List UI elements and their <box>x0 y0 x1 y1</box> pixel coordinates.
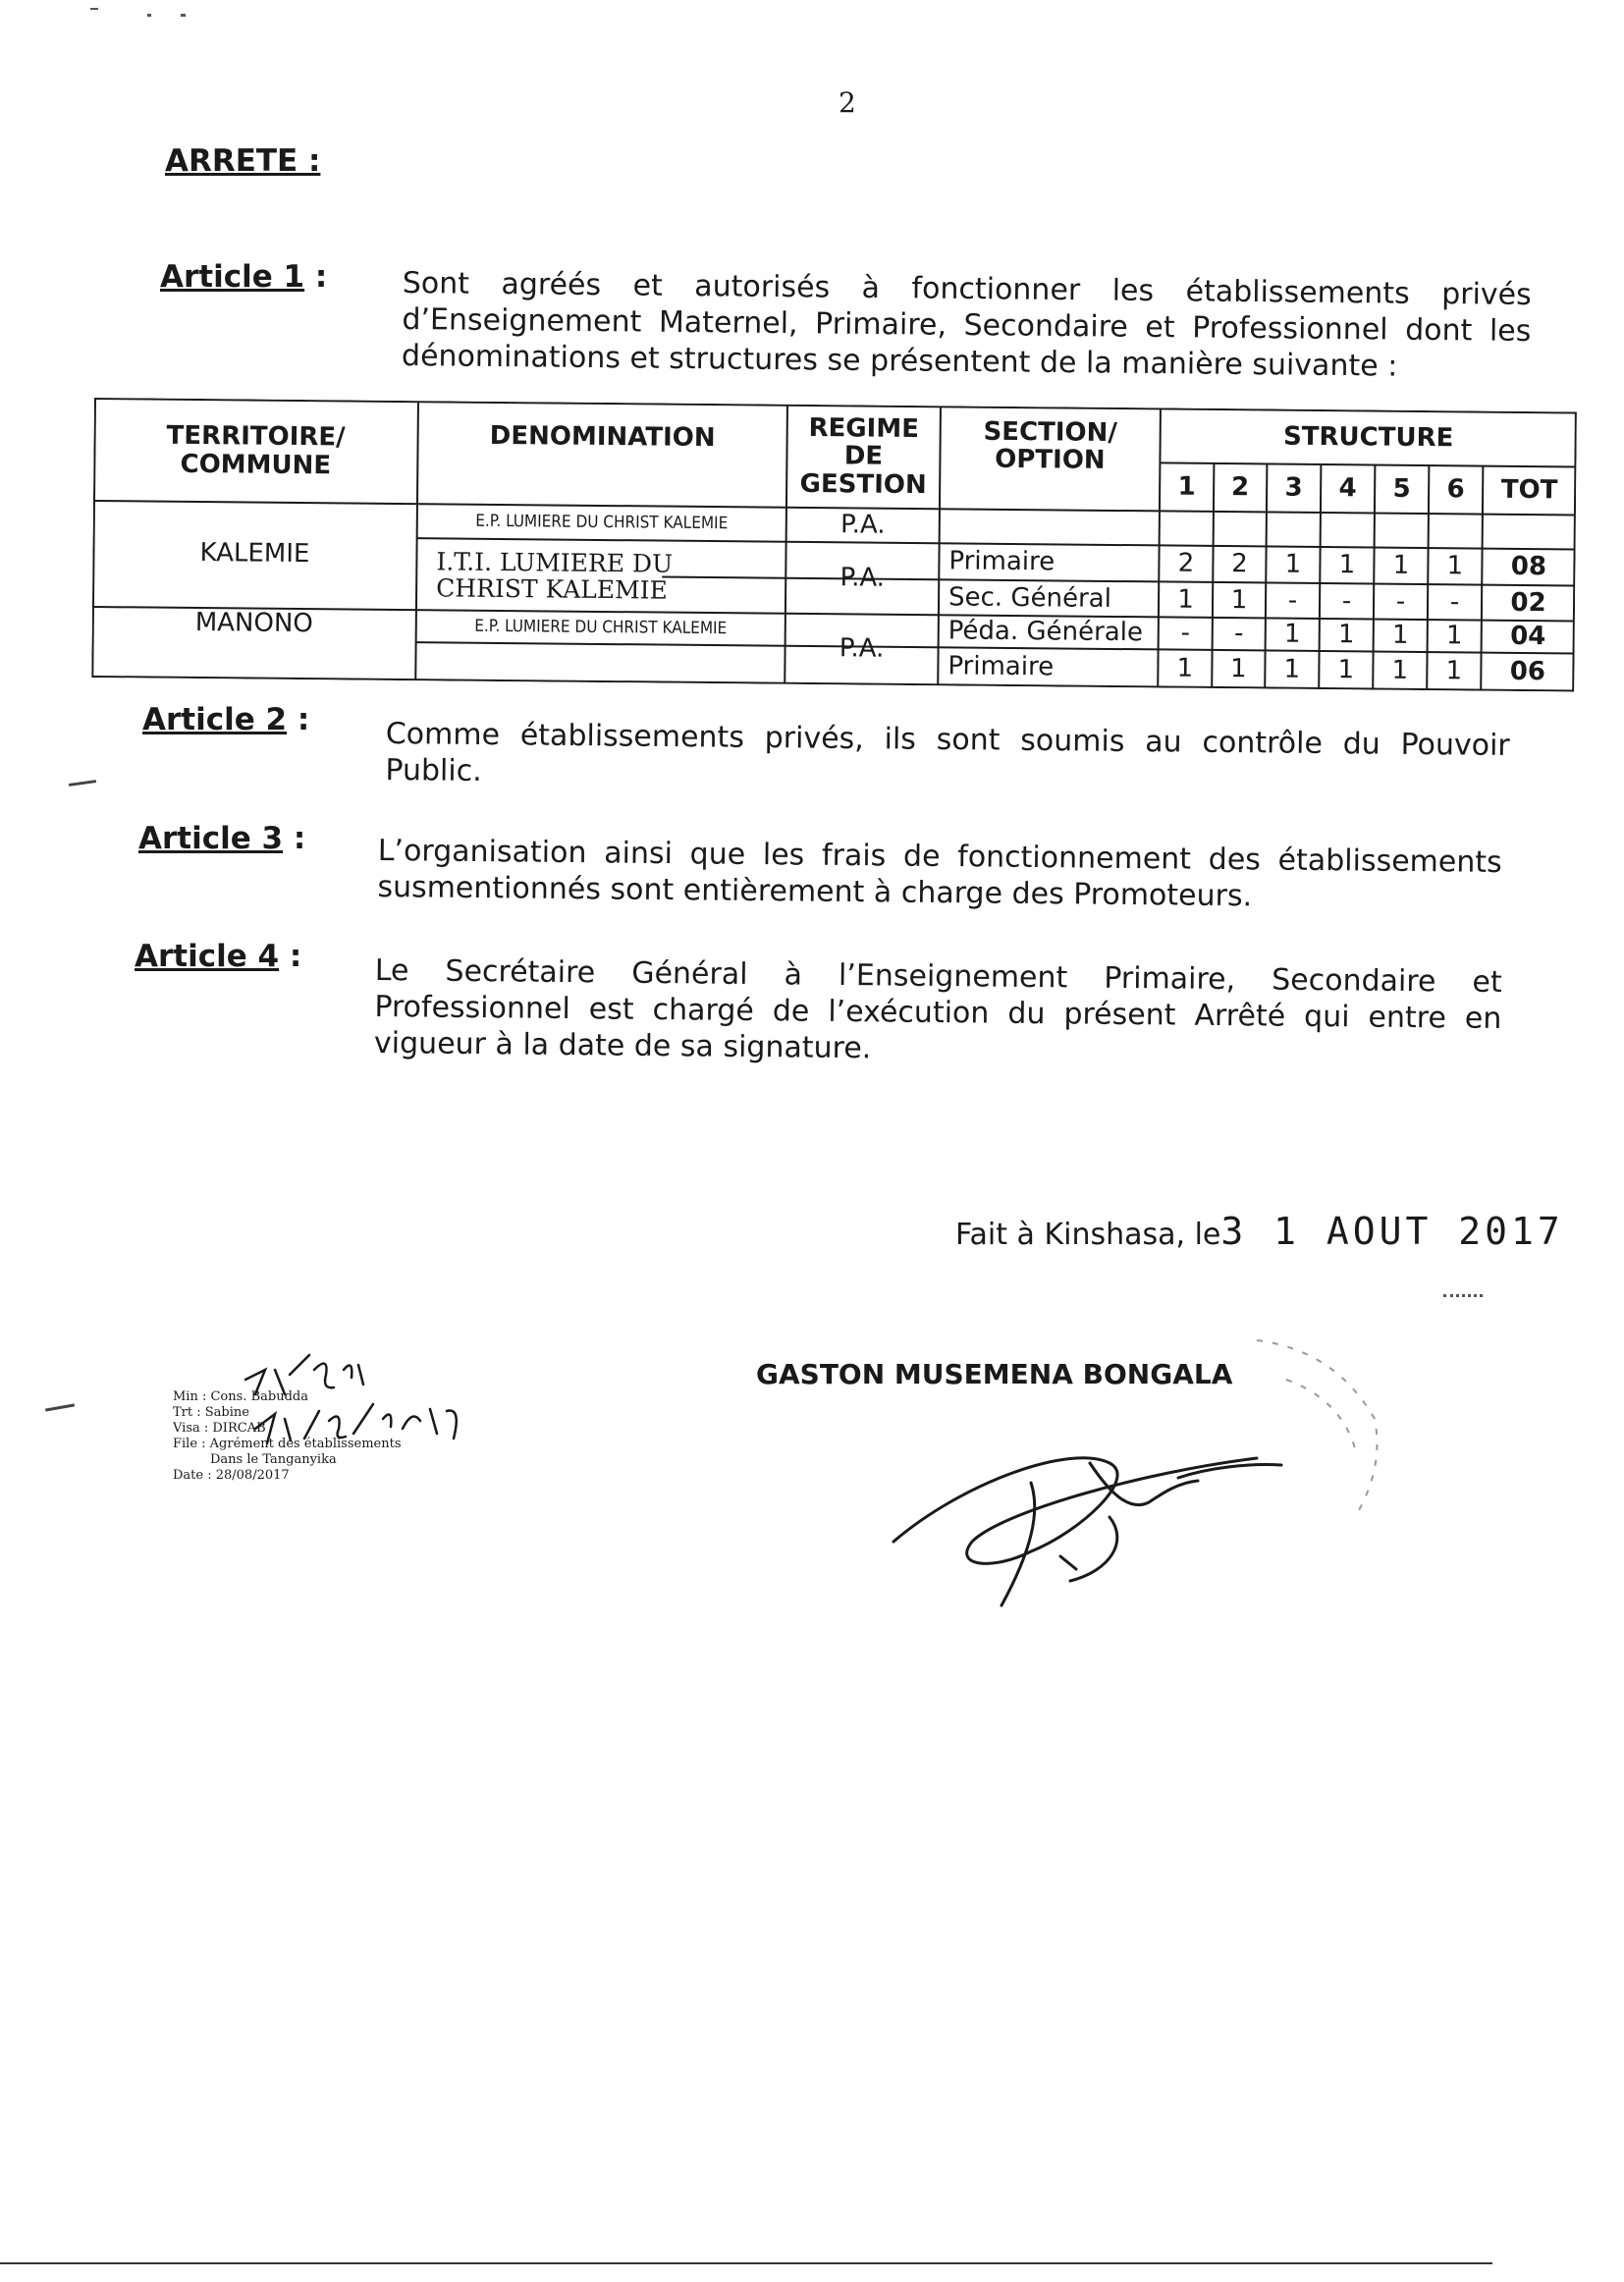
row-2-section: Sec. Général <box>947 582 1112 614</box>
page-number: 2 <box>839 86 856 119</box>
row-4-grade-4: 1 <box>1337 655 1355 685</box>
row-1-grade-5: 1 <box>1392 551 1410 581</box>
scan-speck <box>181 14 186 17</box>
regime-2: P.A. <box>839 563 886 594</box>
row-1-section: Primaire <box>948 546 1056 577</box>
row-2-grade-5: - <box>1395 586 1406 617</box>
article-2-label: Article 2 : <box>142 702 310 737</box>
row-1-grade-6: 1 <box>1446 551 1464 581</box>
row-2-grade-6: - <box>1449 587 1460 618</box>
header-regime: REGIME DE GESTION <box>799 413 927 500</box>
regime-3: P.A. <box>839 633 885 665</box>
row-3-section: Péda. Générale <box>947 616 1144 648</box>
row-2-grade-1: 1 <box>1177 584 1194 615</box>
territory-manono: MANONO <box>194 607 313 639</box>
scan-speck <box>69 780 96 787</box>
row-1-total: 08 <box>1510 552 1547 582</box>
ref-line-file: File : Agrément des établissements <box>173 1437 402 1451</box>
header-section: SECTION/ OPTION <box>983 416 1118 475</box>
article-3-label: Article 3 : <box>138 821 306 856</box>
ref-line-dans: Dans le Tanganyika <box>210 1452 337 1467</box>
stamp-dots <box>1443 1294 1483 1300</box>
row-2-total: 02 <box>1510 587 1546 619</box>
row-1-grade-3: 1 <box>1284 550 1302 580</box>
header-structure: STRUCTURE <box>1282 421 1454 454</box>
row-3-grade-2: - <box>1233 619 1244 649</box>
row-4-total: 06 <box>1509 656 1546 687</box>
ref-line-date: Date : 28/08/2017 <box>173 1468 290 1483</box>
row-4-grade-1: 1 <box>1176 653 1194 683</box>
handwritten-note <box>236 1350 471 1458</box>
row-3-grade-6: 1 <box>1445 621 1463 651</box>
header-grade-3: 3 <box>1284 473 1303 504</box>
row-4-grade-6: 1 <box>1445 656 1463 686</box>
header-grade-1: 1 <box>1177 472 1196 503</box>
bottom-border-line <box>0 2262 1492 2264</box>
row-3-grade-1: - <box>1180 619 1191 649</box>
place-date-line <box>955 1210 1564 1253</box>
denomination-2: I.T.I. LUMIERE DU CHRIST KALEMIE <box>436 546 674 605</box>
row-4-grade-5: 1 <box>1391 655 1409 685</box>
header-grade-4: 4 <box>1338 473 1357 504</box>
denomination-1: E.P. LUMIERE DU CHRIST KALEMIE <box>475 512 729 534</box>
article-2-label-text: Article 2 <box>142 702 288 737</box>
row-1-grade-4: 1 <box>1338 550 1356 580</box>
article-3-text: L’organisation ainsi que les frais de fonctionnement des établissements susmentionnés sont entièrement à charge des Promoteurs. <box>377 833 1502 914</box>
territory-kalemie: KALEMIE <box>199 538 310 570</box>
signature-image <box>884 1424 1296 1610</box>
establishments-table <box>91 398 1577 691</box>
article-1-text: Sont agréés et autorisés à fonctionner les établissements privés d’Enseignement Maternel, Primaire, Secondaire et Professionnel dont les dénominations et structures se présentent de la manière suivante : <box>401 265 1532 384</box>
regime-1: P.A. <box>839 510 886 541</box>
row-3-grade-4: 1 <box>1337 620 1355 650</box>
row-4-grade-2: 1 <box>1229 654 1247 684</box>
row-2-grade-3: - <box>1287 585 1298 616</box>
row-3-grade-5: 1 <box>1391 621 1409 651</box>
date-stamp: 3 1 AOUT 2017 <box>1220 1210 1564 1253</box>
header-grade-2: 2 <box>1230 472 1250 503</box>
row-1-grade-1: 2 <box>1177 549 1195 579</box>
row-4-section: Primaire <box>947 651 1055 682</box>
scan-speck <box>90 8 98 10</box>
article-3-label-text: Article 3 <box>138 821 284 856</box>
row-4-grade-3: 1 <box>1283 654 1301 684</box>
article-4-label: Article 4 : <box>135 939 302 974</box>
denomination-3: E.P. LUMIERE DU CHRIST KALEMIE <box>474 617 728 639</box>
header-territoire: TERRITOIRE/ COMMUNE <box>166 421 346 480</box>
scan-speck <box>45 1403 75 1411</box>
header-total: TOT <box>1500 475 1558 506</box>
article-1-label: Article 1 : <box>160 259 328 295</box>
ref-line-visa: Visa : DIRCAB <box>173 1421 266 1436</box>
header-denomination: DENOMINATION <box>489 420 716 454</box>
article-1-label-text: Article 1 <box>160 259 305 295</box>
article-4-text: Le Secrétaire Général à l’Enseignement Primaire, Secondaire et Professionnel est chargé de l’exécution du présent Arrêté qui entre en vigueur à la date de sa signature. <box>373 952 1502 1066</box>
ref-line-min: Min : Cons. Babudda <box>173 1389 308 1404</box>
header-grade-5: 5 <box>1392 474 1411 505</box>
place-prefix: Fait à Kinshasa, le <box>955 1218 1221 1252</box>
row-3-grade-3: 1 <box>1283 620 1301 650</box>
row-1-grade-2: 2 <box>1231 549 1248 579</box>
row-2-grade-2: 1 <box>1230 585 1248 616</box>
header-grade-6: 6 <box>1446 474 1465 505</box>
arrete-heading: ARRETE : <box>165 143 321 179</box>
article-2-text: Comme établissements privés, ils sont soumis au contrôle du Pouvoir Public. <box>385 716 1510 789</box>
ref-line-trt: Trt : Sabine <box>173 1405 249 1420</box>
row-3-total: 04 <box>1509 622 1546 652</box>
scan-speck <box>147 14 151 17</box>
row-2-grade-4: - <box>1341 586 1352 617</box>
signer-name: GASTON MUSEMENA BONGALA <box>756 1358 1233 1390</box>
article-4-label-text: Article 4 <box>135 939 280 974</box>
